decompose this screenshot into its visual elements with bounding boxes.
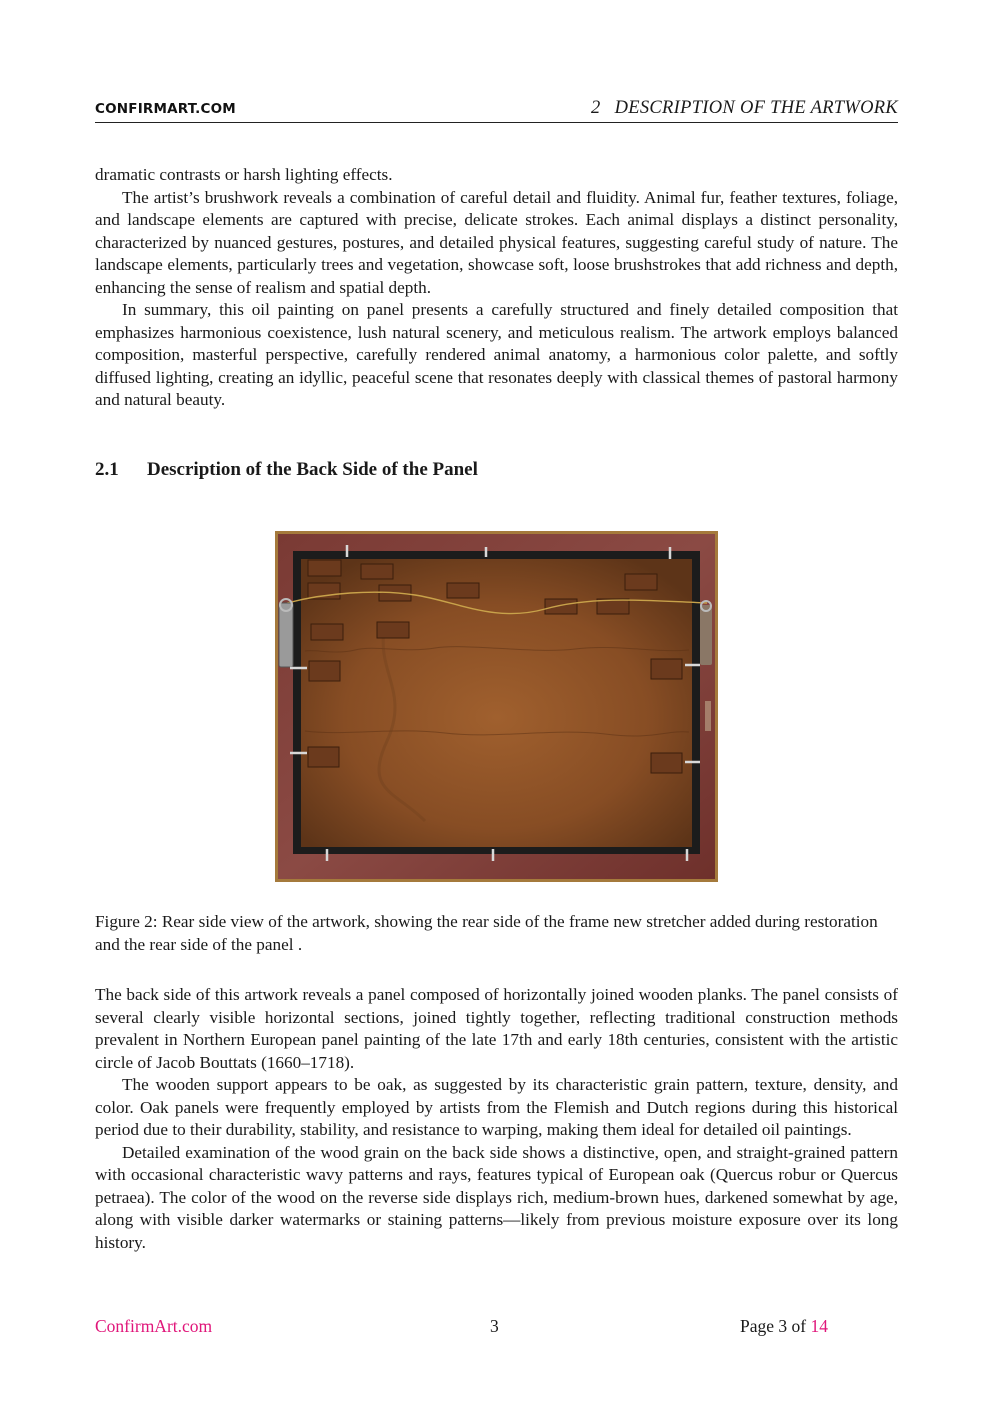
panel-back-photo (275, 531, 718, 882)
running-section-title (591, 98, 898, 119)
paragraph: The back side of this artwork reveals a panel composed of horizontally joined wooden planks. The panel consists of several clearly visible horizontal sections, joined tightly together, reflecting traditional construction methods prevalent in Northern European panel painting of the late 17th and early 18th centuries, consistent with the artistic circle of Jacob Bouttats (1660–1718). (95, 985, 898, 1072)
footer-site-link[interactable]: ConfirmArt.com (95, 1316, 213, 1336)
section-number: 2 (591, 98, 601, 118)
subsection-heading (95, 459, 478, 481)
page-total-link[interactable]: 14 (810, 1316, 828, 1336)
footer-page-count (740, 1316, 828, 1337)
page-count-prefix: Page 3 of (740, 1316, 811, 1336)
paragraph: The artist’s brushwork reveals a combination of careful detail and fluidity. Animal fur, feather textures, foliage, and landscape elements are captured with precise, delicate strokes. Each animal displays a distinct personality, characterized by nuanced gestures, postures, and detailed physical features, suggesting careful study of nature. The landscape elements, particularly trees and vegetation, showcase soft, loose brushstrokes that add richness and depth, enhancing the sense of realism and spatial depth. (95, 187, 898, 297)
paragraph: Detailed examination of the wood grain on the back side shows a distinctive, open, and straight-grained pattern with occasional characteristic wavy patterns and rays, features typical of European oak (Quercus robur or Quercus petraea). The color of the wood on the reverse side displays rich, medium-brown hues, darkened somewhat by age, along with visible darker watermarks or staining patterns—likely from previous moisture exposure over its long history. (95, 1142, 898, 1252)
paragraph: In summary, this oil painting on panel presents a carefully structured and finely detailed composition that emphasizes harmonious coexistence, lush natural scenery, and meticulous realism. The artwork employs balanced composition, masterful perspective, carefully rendered animal anatomy, a harmonious color palette, and softly diffused lighting, creating an idyllic, peaceful scene that resonates deeply with classical themes of pastoral harmony and natural beauty. (95, 300, 898, 409)
confirmart-logo: CONFIRMART.COM (95, 101, 236, 117)
paragraph: The wooden support appears to be oak, as suggested by its characteristic grain pattern, texture, density, and color. Oak panels were frequently employed by artists from the Flemish and Dutch regions during this historical period due to their durability, stability, and resistance to warping, making them ideal for detailed oil paintings. (95, 1075, 898, 1139)
body-text-bottom (95, 984, 898, 1254)
subsection-number: 2.1 (95, 459, 119, 480)
paragraph: dramatic contrasts or harsh lighting effects. (95, 165, 393, 184)
body-text-top (95, 164, 898, 412)
figure-caption: Figure 2: Rear side view of the artwork, showing the rear side of the frame new stretcher added during restoration and the rear side of the panel . (95, 912, 878, 954)
page-header (95, 98, 898, 123)
subsection-title: Description of the Back Side of the Panel (147, 459, 478, 480)
section-title: DESCRIPTION OF THE ARTWORK (614, 98, 898, 118)
footer-page-number: 3 (490, 1316, 499, 1336)
